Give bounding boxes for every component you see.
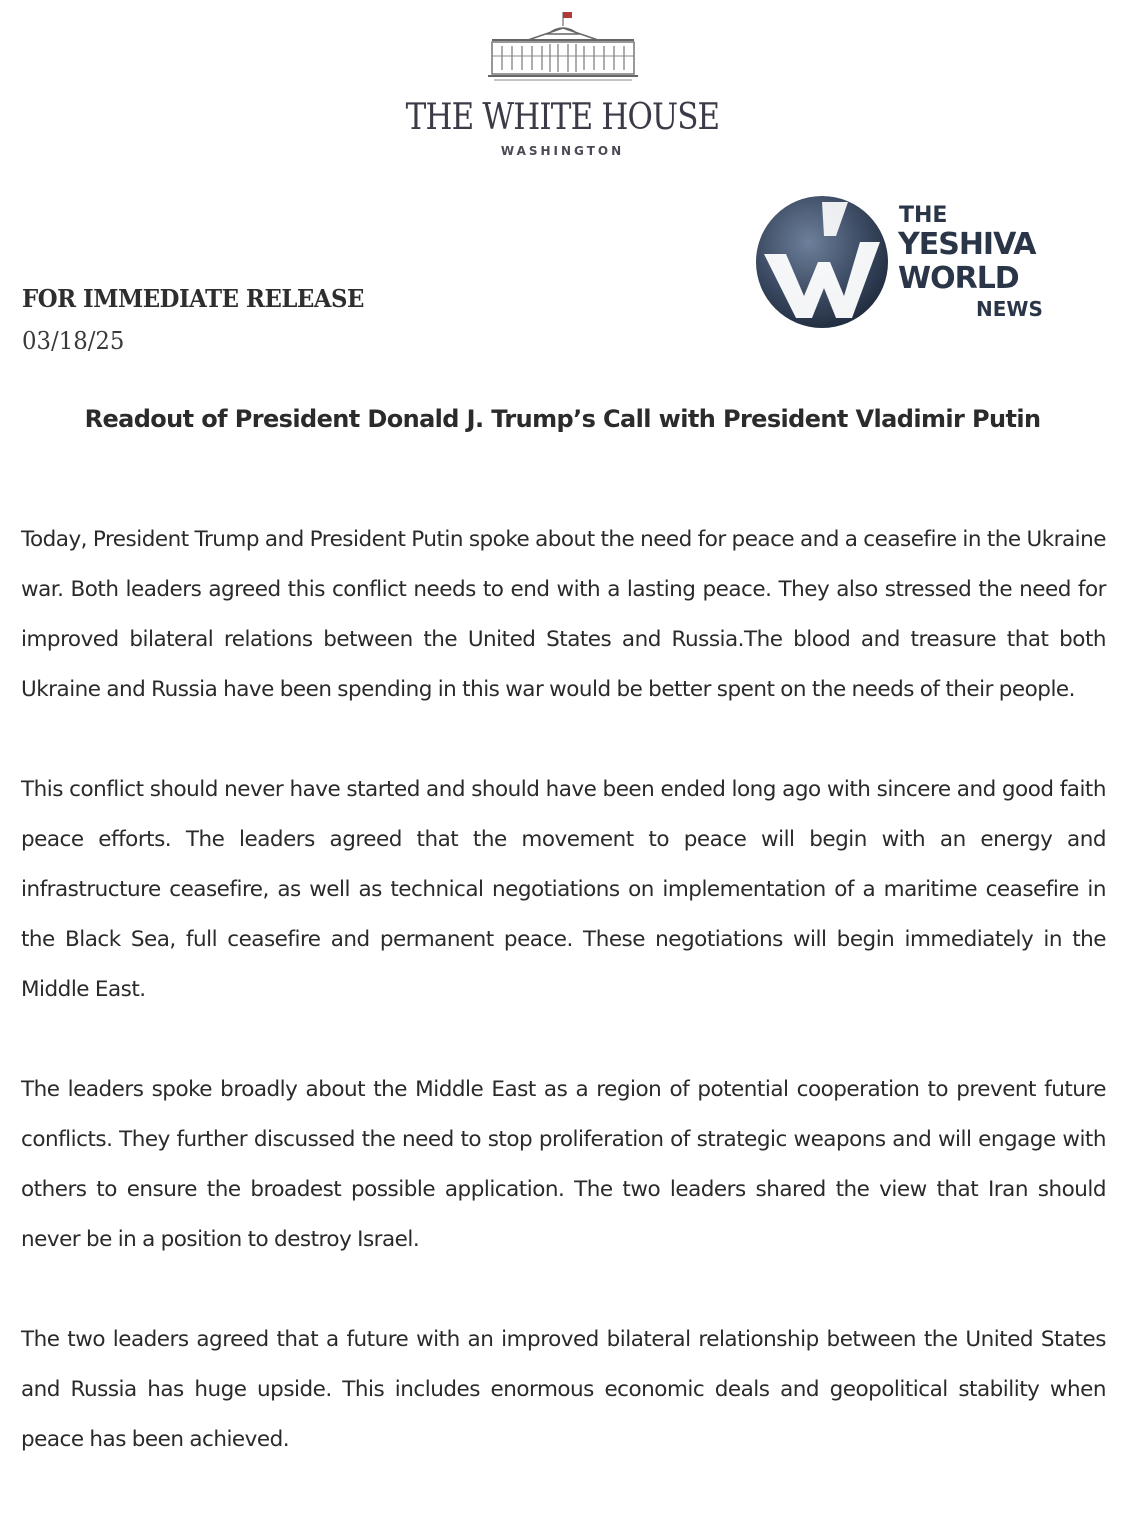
ywn-line-the: THE — [899, 203, 948, 228]
ywn-line-yeshiva: YESHIVA — [898, 227, 1036, 262]
paragraph-2: This conflict should never have started and should have been ended long ago with sincere and good faith peace efforts. The leaders agreed that the movement to peace will begin with an energy and infrastructure ceasefire, as well as technical negotiations on implementation of a maritime ceasefire in the Black Sea, full ceasefire and permanent peace. These negotiations will begin immediately in the Middle East. — [21, 777, 1106, 1002]
white-house-city: WASHINGTON — [500, 144, 625, 158]
ywn-line-world: WORLD — [898, 261, 1019, 296]
ywn-circle-logo-icon — [752, 192, 892, 332]
paragraph-1: Today, President Trump and President Putin spoke about the need for peace and a ceasefire in the Ukraine war. Both leaders agreed this conflict needs to end with a lasting peace. They also stressed the need for improved bilateral relations between the United States and Russia.The blood and treasure that both Ukraine and Russia have been spending in this war would be better spent on the needs of their people. — [21, 527, 1106, 702]
release-label: FOR IMMEDIATE RELEASE — [22, 284, 364, 313]
ywn-line-news: NEWS — [976, 297, 1043, 321]
paragraph-3: The leaders spoke broadly about the Middle East as a region of potential cooperation to prevent future conflicts. They further discussed the need to stop proliferation of strategic weapons and will engage with others to ensure the broadest possible application. The two leaders shared the view that Iran should never be in a position to destroy Israel. — [21, 1077, 1106, 1252]
document-body — [21, 515, 1106, 1515]
white-house-name: THE WHITE HOUSE — [405, 97, 720, 138]
yeshiva-world-news-watermark — [752, 192, 1062, 332]
white-house-building-icon — [488, 10, 638, 82]
document-headline: Readout of President Donald J. Trump’s Call with President Vladimir Putin — [84, 405, 1041, 433]
paragraph-4: The two leaders agreed that a future with an improved bilateral relationship between the United States and Russia has huge upside. This includes enormous economic deals and geopolitical stability when peace has been achieved. — [21, 1327, 1106, 1452]
letterhead — [0, 10, 1125, 158]
release-date: 03/18/25 — [22, 327, 125, 355]
